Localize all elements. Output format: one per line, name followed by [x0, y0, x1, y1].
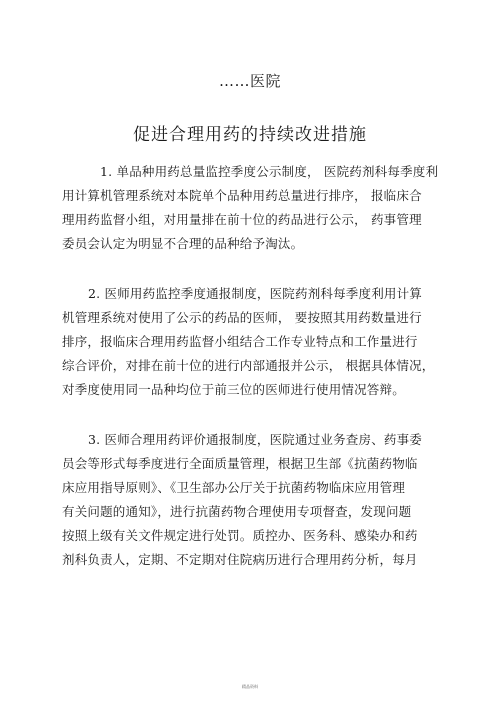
paragraph-line: 员会等形式每季度进行全面质量管理，根据卫生部《抗菌药物临: [62, 456, 418, 471]
paragraph-line: 剂科负责人，定期、不定期对住院病历进行合理用药分析，每月: [62, 552, 418, 567]
paragraph-line: 对季度使用同一品种均位于前三位的医师进行使用情况答辩。: [62, 382, 405, 397]
paragraph-line: 3. 医师合理用药评价通报制度，医院通过业务查房、药事委: [88, 432, 423, 447]
paragraph-line: 综合评价，对排在前十位的进行内部通报并公示， 根据具体情况，: [62, 358, 435, 373]
paragraph-2: [62, 282, 442, 402]
paragraph-3: [62, 428, 442, 572]
paragraph-line: 理用药监督小组，对用量排在前十位的药品进行公示， 药事管理: [62, 212, 422, 227]
paragraph-line: 1. 单品种用药总量监控季度公示制度， 医院药剂科每季度利: [100, 164, 439, 179]
paragraph-line: 有关问题的通知》，进行抗菌药物合理使用专项督查，发现问题: [62, 504, 412, 519]
paragraph-1: [62, 160, 442, 256]
footer-watermark-text: 精品资料: [242, 684, 258, 689]
paragraph-line: 排序，报临床合理用药监督小组结合工作专业特点和工作量进行: [62, 334, 418, 349]
paragraph-line: 2. 医师用药监控季度通报制度，医院药剂科每季度利用计算: [88, 286, 423, 301]
paragraph-line: 用计算机管理系统对本院单个品种用药总量进行排序， 报临床合: [62, 188, 422, 203]
paragraph-line: 床应用指导原则》、《卫生部办公厅关于抗菌药物临床应用管理: [62, 480, 406, 495]
organization-name: ……医院: [218, 72, 281, 90]
paragraph-line: 委员会认定为明显不合理的品种给予淘汰。: [62, 236, 304, 251]
document-body: [62, 160, 442, 598]
paragraph-line: 机管理系统对使用了公示的药品的医师， 要按照其用药数量进行: [62, 310, 422, 325]
paragraph-line: 按照上级有关文件规定进行处罚。质控办、医务科、感染办和药: [62, 528, 418, 543]
document-title: 促进合理用药的持续改进措施: [133, 125, 367, 145]
